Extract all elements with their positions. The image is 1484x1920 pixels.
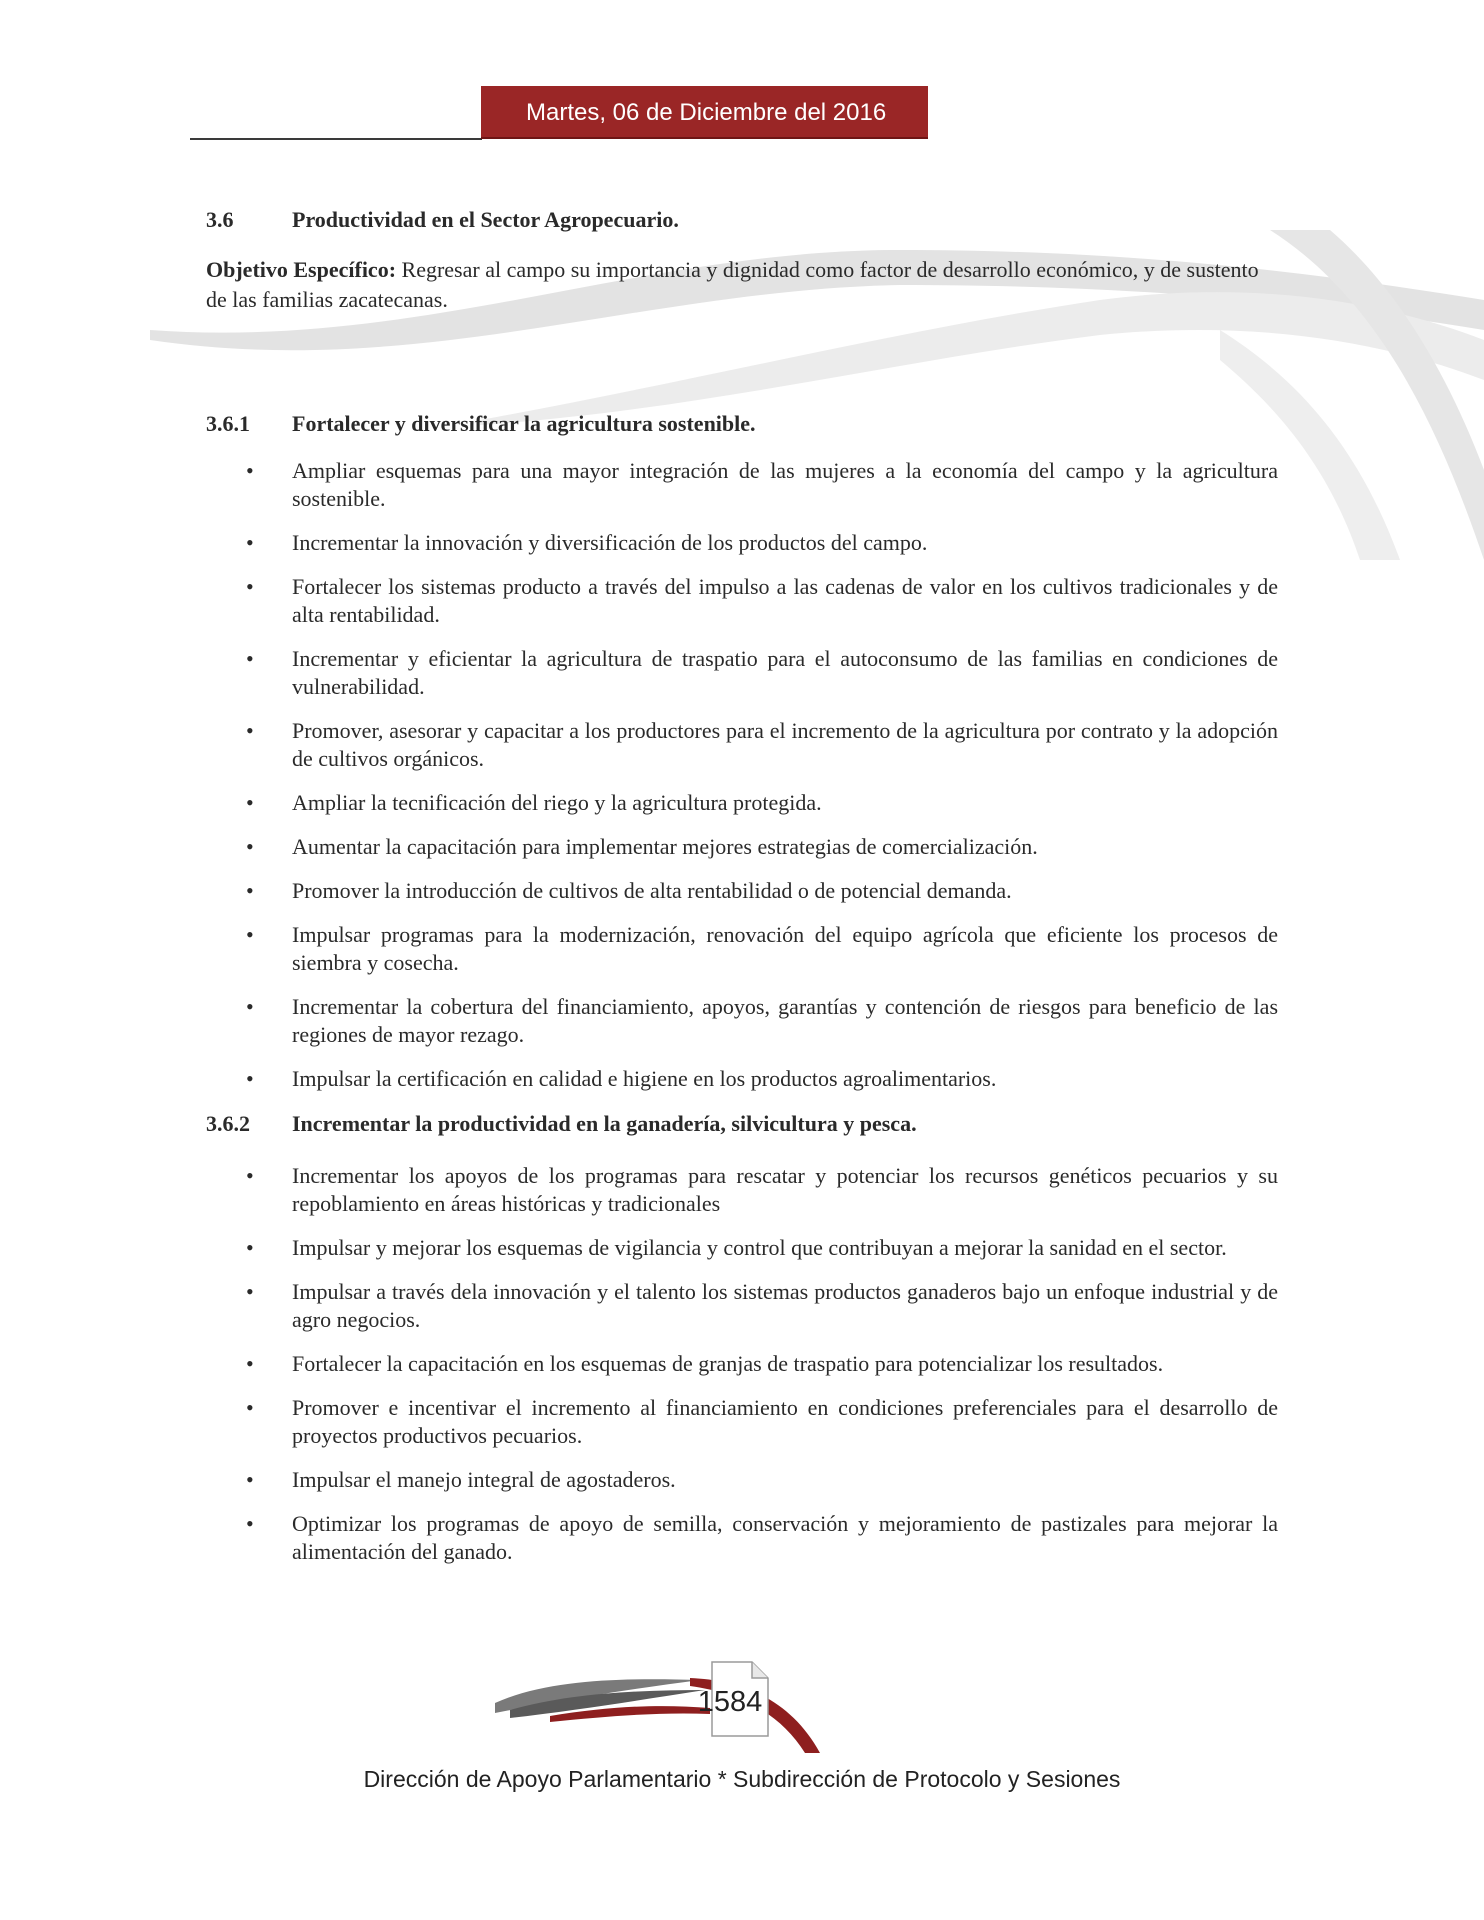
footer-logo-graphic bbox=[490, 1658, 830, 1758]
list-item: • Impulsar y mejorar los esquemas de vigilancia y control que contribuyan a mejorar la sanidad en el sector. bbox=[206, 1234, 1278, 1262]
objective-label: Objetivo Específico: bbox=[206, 257, 397, 282]
section-title: Productividad en el Sector Agropecuario. bbox=[292, 207, 679, 232]
subsection-heading-2 bbox=[206, 1109, 1278, 1139]
list-item: • Impulsar a través dela innovación y el talento los sistemas productos ganaderos bajo un enfoque industrial y de agro negocios. bbox=[206, 1278, 1278, 1334]
list-item: • Optimizar los programas de apoyo de semilla, conservación y mejoramiento de pastizales para mejorar la alimentación del ganado. bbox=[206, 1510, 1278, 1566]
header-date: Martes, 06 de Diciembre del 2016 bbox=[481, 86, 928, 139]
list-item: • Impulsar la certificación en calidad e higiene en los productos agroalimentarios. bbox=[206, 1065, 1278, 1093]
subsection-number: 3.6.2 bbox=[206, 1111, 250, 1136]
bullet-list-1 bbox=[206, 457, 1278, 1093]
list-item: • Promover, asesorar y capacitar a los productores para el incremento de la agricultura por contrato y la adopción de cultivos orgánicos. bbox=[206, 717, 1278, 773]
list-item: • Incrementar la cobertura del financiamiento, apoyos, garantías y contención de riesgos para beneficio de las regiones de mayor rezago. bbox=[206, 993, 1278, 1049]
section-number: 3.6 bbox=[206, 207, 234, 232]
list-item: • Incrementar la innovación y diversificación de los productos del campo. bbox=[206, 529, 1278, 557]
list-item: • Impulsar el manejo integral de agostaderos. bbox=[206, 1466, 1278, 1494]
document-body bbox=[206, 205, 1278, 1582]
objective-text: Regresar al campo su importancia y dignidad como factor de desarrollo económico, y de sustento de las familias zacatecanas. bbox=[206, 257, 1259, 312]
list-item: • Aumentar la capacitación para implementar mejores estrategias de comercialización. bbox=[206, 833, 1278, 861]
list-item: • Promover la introducción de cultivos de alta rentabilidad o de potencial demanda. bbox=[206, 877, 1278, 905]
subsection-title: Incrementar la productividad en la ganadería, silvicultura y pesca. bbox=[292, 1111, 917, 1136]
list-item: • Ampliar esquemas para una mayor integración de las mujeres a la economía del campo y la agricultura sostenible. bbox=[206, 457, 1278, 513]
footer-text: Dirección de Apoyo Parlamentario * Subdirección de Protocolo y Sesiones bbox=[363, 1766, 1121, 1792]
section-heading bbox=[206, 205, 1278, 235]
list-item: • Fortalecer la capacitación en los esquemas de granjas de traspatio para potencializar los resultados. bbox=[206, 1350, 1278, 1378]
list-item: • Ampliar la tecnificación del riego y la agricultura protegida. bbox=[206, 789, 1278, 817]
list-item: • Impulsar programas para la modernización, renovación del equipo agrícola que eficiente los procesos de siembra y cosecha. bbox=[206, 921, 1278, 977]
list-item: • Incrementar y eficientar la agricultura de traspatio para el autoconsumo de las familias en condiciones de vulnerabilidad. bbox=[206, 645, 1278, 701]
subsection-heading-1 bbox=[206, 409, 1278, 439]
list-item: • Incrementar los apoyos de los programas para rescatar y potenciar los recursos genéticos pecuarios y su repoblamiento en áreas históricas y tradicionales bbox=[206, 1162, 1278, 1218]
subsection-title: Fortalecer y diversificar la agricultura sostenible. bbox=[292, 411, 756, 436]
list-item: • Fortalecer los sistemas producto a través del impulso a las cadenas de valor en los cultivos tradicionales y de alta rentabilidad. bbox=[206, 573, 1278, 629]
bullet-list-2 bbox=[206, 1162, 1278, 1566]
subsection-number: 3.6.1 bbox=[206, 411, 250, 436]
page-number: 1584 bbox=[697, 1686, 763, 1718]
list-item: • Promover e incentivar el incremento al financiamiento en condiciones preferenciales para el desarrollo de proyectos productivos pecuarios. bbox=[206, 1394, 1278, 1450]
header-rule bbox=[190, 138, 482, 140]
objective-paragraph bbox=[206, 255, 1278, 315]
